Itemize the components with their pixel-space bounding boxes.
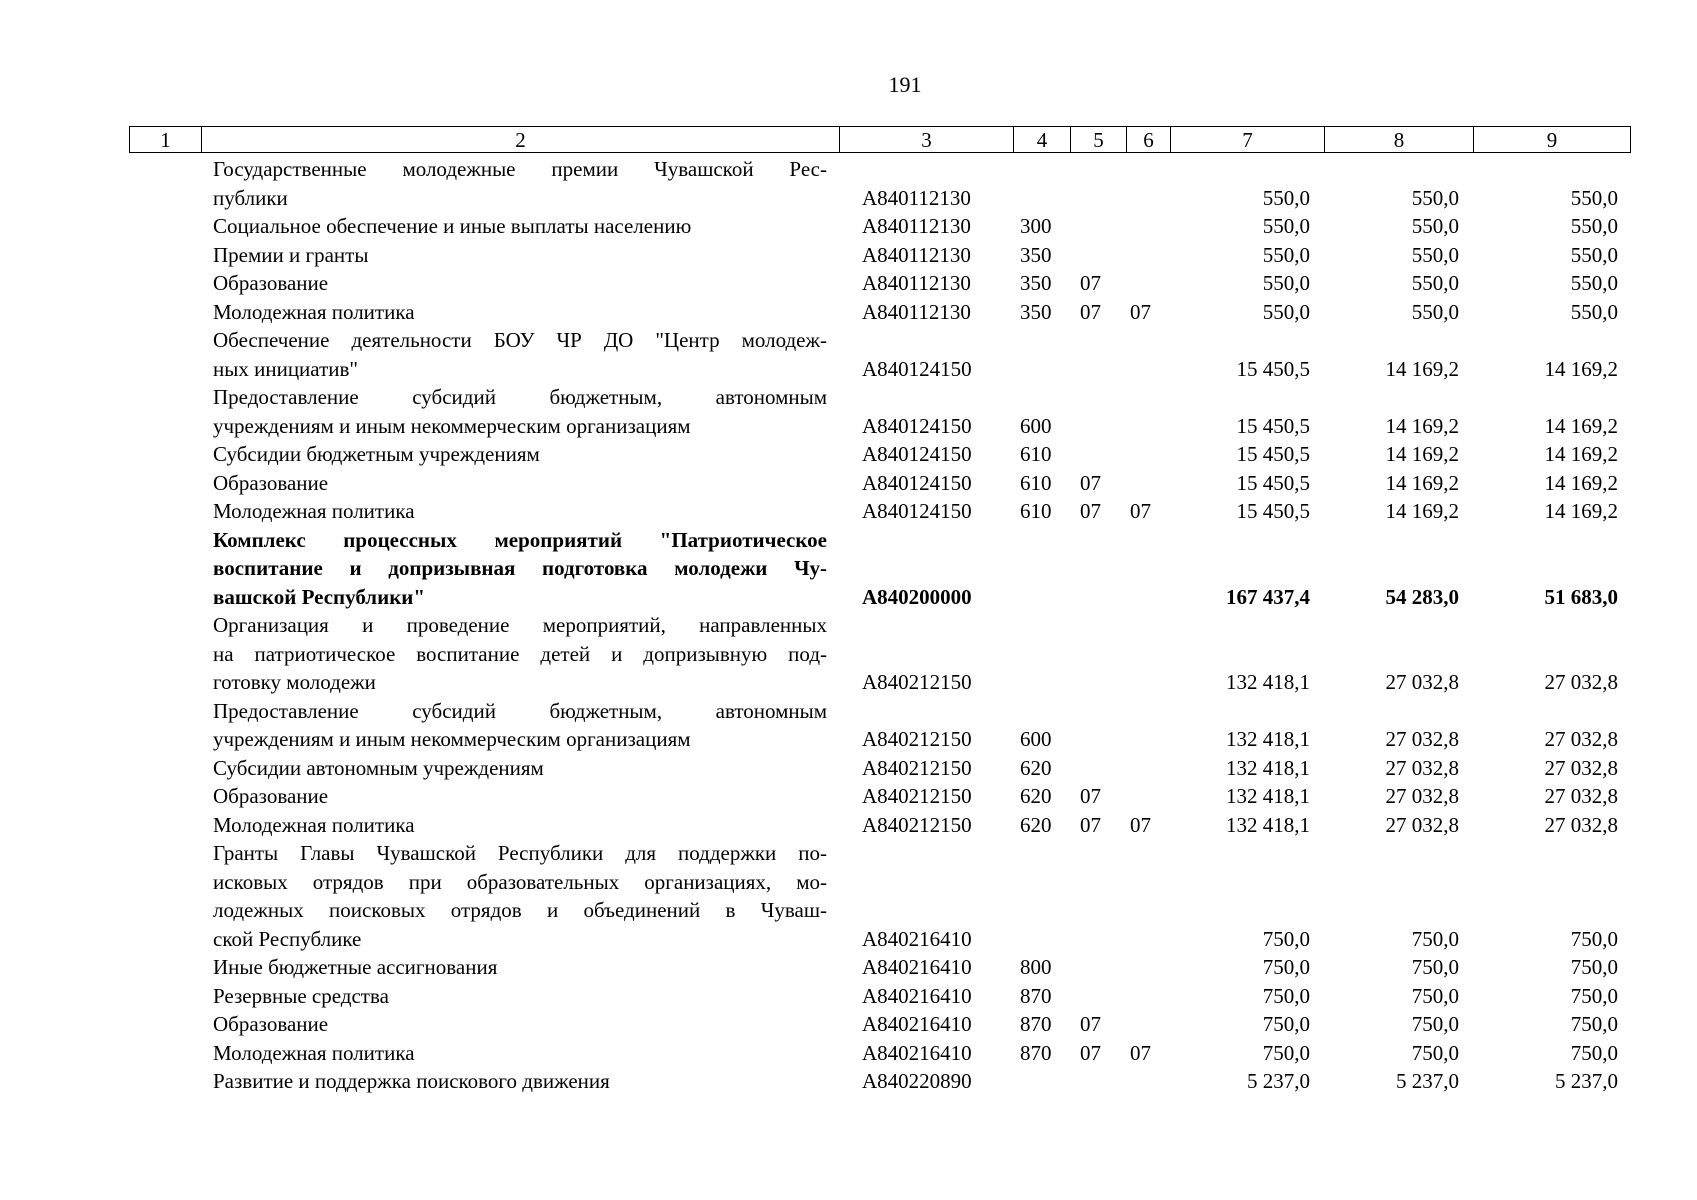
header-col-4: 4 [1013, 126, 1071, 153]
row-name [213, 611, 827, 697]
row-value-7: 132 418,1 [1226, 755, 1310, 780]
row-code: А840216410 [862, 1040, 972, 1065]
table-row [0, 497, 1697, 526]
row-value-7: 132 418,1 [1226, 727, 1310, 751]
row-value-7: 750,0 [1262, 1012, 1310, 1036]
row-code: А840212150 [862, 755, 972, 780]
row-code: А840216410 [862, 1012, 972, 1036]
row-value-7: 167 437,4 [1226, 584, 1310, 609]
row-value-9: 550,0 [1570, 214, 1618, 238]
row-value-9: 550,0 [1570, 271, 1618, 295]
row-name-line: лодежных поисковых отрядов и объединений в Чуваш- [213, 898, 827, 922]
row-value-7: 132 418,1 [1226, 812, 1310, 837]
row-name-line: Премии и гранты [213, 242, 369, 267]
row-code: А840216410 [862, 955, 972, 979]
row-value-7: 750,0 [1262, 983, 1310, 1008]
table-row [0, 982, 1697, 1011]
row-value-7: 550,0 [1262, 185, 1310, 210]
table-row [0, 155, 1697, 212]
table-row [0, 269, 1697, 298]
row-col-4: 600 [1020, 727, 1052, 751]
row-code: А840212150 [862, 812, 972, 837]
row-col-5: 07 [1080, 299, 1101, 324]
row-value-9: 27 032,8 [1544, 670, 1618, 694]
row-name [213, 383, 827, 440]
row-value-8: 550,0 [1411, 185, 1459, 210]
table-row [0, 212, 1697, 241]
row-col-5: 07 [1080, 812, 1101, 837]
row-name [213, 440, 827, 469]
row-name [213, 782, 827, 811]
table-row [0, 839, 1697, 953]
row-name-line: Государственные молодежные премии Чувашской Рес- [213, 157, 827, 181]
row-value-9: 27 032,8 [1544, 784, 1618, 808]
row-col-4: 600 [1020, 413, 1052, 438]
row-col-4: 620 [1020, 812, 1052, 837]
row-value-9: 27 032,8 [1544, 812, 1618, 837]
table-row [0, 298, 1697, 327]
row-value-7: 550,0 [1262, 271, 1310, 295]
row-name [213, 754, 827, 783]
row-code: А840124150 [862, 442, 972, 466]
row-value-7: 15 450,5 [1236, 442, 1310, 466]
table-row [0, 440, 1697, 469]
row-name-line: Развитие и поддержка поискового движения [213, 1069, 610, 1093]
table-row [0, 1010, 1697, 1039]
row-name [213, 212, 827, 241]
row-name [213, 469, 827, 498]
row-value-8: 5 237,0 [1396, 1069, 1459, 1093]
row-name-line: исковых отрядов при образовательных организациях, мо- [213, 869, 827, 894]
row-value-8: 14 169,2 [1385, 499, 1459, 523]
row-value-9: 14 169,2 [1544, 442, 1618, 466]
row-name [213, 298, 827, 327]
row-value-7: 132 418,1 [1226, 670, 1310, 694]
table-row [0, 611, 1697, 697]
row-code: А840112130 [862, 271, 971, 295]
row-col-4: 870 [1020, 983, 1052, 1008]
row-value-7: 5 237,0 [1247, 1069, 1310, 1093]
table-row [0, 526, 1697, 612]
row-name [213, 1010, 827, 1039]
row-value-8: 27 032,8 [1385, 784, 1459, 808]
row-value-9: 14 169,2 [1544, 356, 1618, 381]
table-row [0, 697, 1697, 754]
row-value-9: 14 169,2 [1544, 413, 1618, 438]
row-name [213, 155, 827, 212]
row-col-4: 350 [1020, 242, 1052, 267]
row-value-8: 14 169,2 [1385, 442, 1459, 466]
row-value-8: 14 169,2 [1385, 413, 1459, 438]
table-row [0, 469, 1697, 498]
row-value-9: 750,0 [1570, 926, 1618, 951]
row-value-8: 750,0 [1411, 955, 1459, 979]
row-value-8: 750,0 [1411, 983, 1459, 1008]
row-code: А840212150 [862, 784, 972, 808]
row-value-7: 15 450,5 [1236, 356, 1310, 381]
row-value-8: 750,0 [1411, 1012, 1459, 1036]
row-value-8: 750,0 [1411, 926, 1459, 951]
row-name-line: Образование [213, 784, 329, 808]
row-code: А840124150 [862, 470, 972, 495]
row-name-line: Комплекс процессных мероприятий "Патриотическое [213, 527, 827, 552]
row-value-8: 27 032,8 [1385, 755, 1459, 780]
row-name-line: учреждениям и иным некоммерческим организациям [213, 727, 691, 751]
row-col-4: 350 [1020, 299, 1052, 324]
row-col-4: 870 [1020, 1012, 1052, 1036]
row-name-line: учреждениям и иным некоммерческим организациям [213, 413, 691, 438]
header-col-3: 3 [839, 126, 1014, 153]
row-value-8: 550,0 [1411, 214, 1459, 238]
row-value-7: 15 450,5 [1236, 470, 1310, 495]
row-col-4: 620 [1020, 755, 1052, 780]
row-name [213, 269, 827, 298]
row-name-line: воспитание и допризывная подготовка молодежи Чу- [213, 556, 827, 580]
row-name-line: Молодежная политика [213, 812, 415, 837]
row-value-8: 550,0 [1411, 299, 1459, 324]
row-name-line: Молодежная политика [213, 499, 415, 523]
header-col-8: 8 [1324, 126, 1474, 153]
row-name-line: Обеспечение деятельности БОУ ЧР ДО "Центр молодеж- [213, 328, 827, 352]
row-code: А840112130 [862, 299, 971, 324]
row-value-9: 5 237,0 [1555, 1069, 1618, 1093]
row-name-line: Субсидии автономным учреждениям [213, 755, 544, 780]
row-value-7: 550,0 [1262, 242, 1310, 267]
header-col-1: 1 [129, 126, 202, 153]
row-name [213, 839, 827, 953]
header-col-5: 5 [1070, 126, 1127, 153]
row-name-line: публики [213, 185, 288, 210]
row-name-line: Предоставление субсидий бюджетным, автономным [213, 698, 827, 723]
row-name-line: Субсидии бюджетным учреждениям [213, 442, 540, 466]
row-name-line: Образование [213, 271, 329, 295]
row-value-8: 14 169,2 [1385, 356, 1459, 381]
row-name-line: ных инициатив" [213, 356, 358, 381]
row-value-7: 550,0 [1262, 299, 1310, 324]
row-value-8: 54 283,0 [1385, 584, 1459, 609]
row-col-5: 07 [1080, 470, 1101, 495]
row-value-7: 15 450,5 [1236, 499, 1310, 523]
row-name-line: на патриотическое воспитание детей и допризывную под- [213, 641, 827, 666]
table-row [0, 953, 1697, 982]
row-value-8: 750,0 [1411, 1040, 1459, 1065]
row-code: А840216410 [862, 983, 972, 1008]
row-code: А840112130 [862, 242, 971, 267]
row-code: А840220890 [862, 1069, 972, 1093]
row-name-line: Образование [213, 470, 329, 495]
row-col-6: 07 [1130, 812, 1151, 837]
row-name [213, 1039, 827, 1068]
row-code: А840212150 [862, 727, 972, 751]
row-col-4: 610 [1020, 499, 1052, 523]
row-value-9: 14 169,2 [1544, 499, 1618, 523]
table-row [0, 383, 1697, 440]
table-row [0, 1067, 1697, 1096]
row-name-line: вашской Республики" [213, 584, 426, 609]
row-col-5: 07 [1080, 271, 1101, 295]
row-name [213, 697, 827, 754]
row-name [213, 326, 827, 383]
row-name-line: ской Республике [213, 926, 362, 951]
row-value-8: 27 032,8 [1385, 812, 1459, 837]
row-value-9: 27 032,8 [1544, 755, 1618, 780]
row-value-7: 132 418,1 [1226, 784, 1310, 808]
row-name-line: Социальное обеспечение и иные выплаты населению [213, 214, 692, 238]
table-row [0, 326, 1697, 383]
row-value-8: 14 169,2 [1385, 470, 1459, 495]
row-col-5: 07 [1080, 1012, 1101, 1036]
row-value-9: 550,0 [1570, 299, 1618, 324]
row-name-line: Молодежная политика [213, 1040, 415, 1065]
row-name [213, 497, 827, 526]
row-value-9: 750,0 [1570, 1040, 1618, 1065]
row-name [213, 953, 827, 982]
row-col-4: 870 [1020, 1040, 1052, 1065]
row-name-line: Организация и проведение мероприятий, направленных [213, 613, 827, 637]
header-col-2: 2 [201, 126, 840, 153]
table-row [0, 782, 1697, 811]
row-value-8: 27 032,8 [1385, 727, 1459, 751]
row-name-line: Гранты Главы Чувашской Республики для поддержки по- [213, 841, 827, 865]
row-value-7: 550,0 [1262, 214, 1310, 238]
row-col-5: 07 [1080, 499, 1101, 523]
header-col-9: 9 [1473, 126, 1631, 153]
row-value-9: 550,0 [1570, 242, 1618, 267]
row-col-6: 07 [1130, 1040, 1151, 1065]
row-value-9: 750,0 [1570, 983, 1618, 1008]
row-name [213, 526, 827, 612]
row-name-line: готовку молодежи [213, 670, 376, 694]
row-name-line: Молодежная политика [213, 299, 415, 324]
row-value-9: 750,0 [1570, 1012, 1618, 1036]
row-value-9: 550,0 [1570, 185, 1618, 210]
table-row [0, 811, 1697, 840]
row-name [213, 241, 827, 270]
row-value-8: 550,0 [1411, 271, 1459, 295]
row-code: А840216410 [862, 926, 972, 951]
row-col-5: 07 [1080, 784, 1101, 808]
row-value-9: 14 169,2 [1544, 470, 1618, 495]
row-value-9: 750,0 [1570, 955, 1618, 979]
row-value-8: 550,0 [1411, 242, 1459, 267]
page-number: 191 [888, 72, 922, 97]
row-value-7: 750,0 [1262, 1040, 1310, 1065]
row-name-line: Резервные средства [213, 983, 389, 1008]
row-value-7: 750,0 [1262, 926, 1310, 951]
row-name-line: Иные бюджетные ассигнования [213, 955, 498, 979]
row-col-6: 07 [1130, 499, 1151, 523]
row-col-4: 300 [1020, 214, 1052, 238]
row-col-4: 800 [1020, 955, 1052, 979]
table-row [0, 1039, 1697, 1068]
row-col-6: 07 [1130, 299, 1151, 324]
row-col-4: 350 [1020, 271, 1052, 295]
row-col-5: 07 [1080, 1040, 1101, 1065]
row-value-8: 27 032,8 [1385, 670, 1459, 694]
row-name-line: Предоставление субсидий бюджетным, автономным [213, 385, 827, 409]
row-code: А840124150 [862, 356, 972, 381]
row-value-9: 27 032,8 [1544, 727, 1618, 751]
row-name [213, 1067, 827, 1096]
table-row [0, 241, 1697, 270]
row-code: А840112130 [862, 214, 971, 238]
table-row [0, 754, 1697, 783]
row-value-7: 750,0 [1262, 955, 1310, 979]
header-col-7: 7 [1170, 126, 1325, 153]
row-code: А840124150 [862, 413, 972, 438]
row-code: А840200000 [862, 584, 972, 609]
row-name-line: Образование [213, 1012, 329, 1036]
row-col-4: 610 [1020, 442, 1052, 466]
row-code: А840212150 [862, 670, 972, 694]
table-header-row [129, 126, 1631, 155]
row-value-7: 15 450,5 [1236, 413, 1310, 438]
row-col-4: 610 [1020, 470, 1052, 495]
row-code: А840112130 [862, 185, 971, 210]
header-col-6: 6 [1126, 126, 1171, 153]
row-code: А840124150 [862, 499, 972, 523]
row-name [213, 982, 827, 1011]
row-name [213, 811, 827, 840]
row-col-4: 620 [1020, 784, 1052, 808]
row-value-9: 51 683,0 [1544, 584, 1618, 609]
